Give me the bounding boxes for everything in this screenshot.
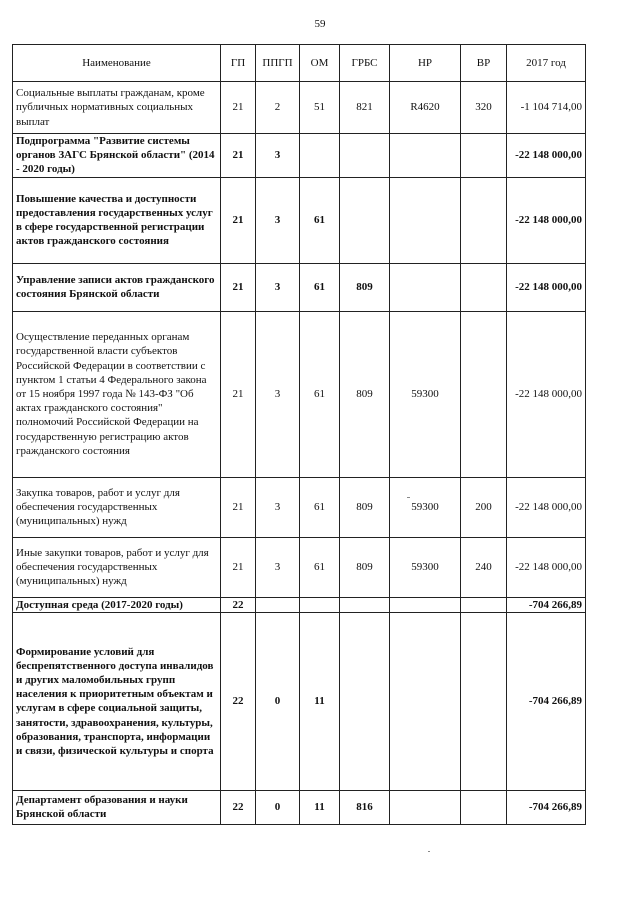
row-om: 11 xyxy=(300,612,340,790)
header-year: 2017 год xyxy=(507,45,586,82)
row-grbs xyxy=(340,177,390,263)
row-gp: 21 xyxy=(221,537,256,597)
row-amount: -22 148 000,00 xyxy=(507,311,586,477)
row-vr xyxy=(461,177,507,263)
header-row xyxy=(13,45,586,82)
row-vr xyxy=(461,612,507,790)
row-grbs: 821 xyxy=(340,82,390,134)
row-np xyxy=(390,597,461,612)
row-vr xyxy=(461,311,507,477)
row-amount: -22 148 000,00 xyxy=(507,537,586,597)
scan-speck xyxy=(428,851,430,852)
row-np: 59300 xyxy=(390,537,461,597)
table-row xyxy=(13,82,586,134)
row-grbs: 809 xyxy=(340,263,390,311)
row-gp: 21 xyxy=(221,263,256,311)
row-ppgp: 3 xyxy=(256,263,300,311)
row-vr xyxy=(461,597,507,612)
row-grbs xyxy=(340,134,390,178)
row-ppgp xyxy=(256,597,300,612)
row-name: Доступная среда (2017-2020 годы) xyxy=(13,597,221,612)
row-vr: 200 xyxy=(461,477,507,537)
row-name: Формирование условий для беспрепятственного доступа инвалидов и других маломобильных групп населения к приоритетным объектам и услугам в сфере социальной защиты, занятости, здравоохранения, культуры, образования, транспорта, информации и связи, физической культуры и спорта xyxy=(13,612,221,790)
row-amount: -22 148 000,00 xyxy=(507,177,586,263)
row-om: 61 xyxy=(300,477,340,537)
row-np: R4620 xyxy=(390,82,461,134)
row-amount: -1 104 714,00 xyxy=(507,82,586,134)
table-row xyxy=(13,537,586,597)
row-gp: 21 xyxy=(221,134,256,178)
row-gp: 21 xyxy=(221,477,256,537)
row-vr xyxy=(461,263,507,311)
row-name: Иные закупки товаров, работ и услуг для обеспечения государственных (муниципальных) нужд xyxy=(13,537,221,597)
row-np xyxy=(390,790,461,824)
row-ppgp: 0 xyxy=(256,612,300,790)
header-np: НР xyxy=(390,45,461,82)
header-gp: ГП xyxy=(221,45,256,82)
table-row xyxy=(13,134,586,178)
row-np xyxy=(390,612,461,790)
row-amount: -704 266,89 xyxy=(507,790,586,824)
row-gp: 22 xyxy=(221,612,256,790)
row-grbs xyxy=(340,612,390,790)
row-om xyxy=(300,134,340,178)
row-name: Подпрограмма "Развитие системы органов ЗАГС Брянской области" (2014 - 2020 годы) xyxy=(13,134,221,178)
row-om: 61 xyxy=(300,263,340,311)
row-gp: 22 xyxy=(221,790,256,824)
row-vr: 320 xyxy=(461,82,507,134)
row-vr: 240 xyxy=(461,537,507,597)
row-grbs: 809 xyxy=(340,477,390,537)
row-np xyxy=(390,134,461,178)
row-grbs: 809 xyxy=(340,311,390,477)
header-om: ОМ xyxy=(300,45,340,82)
scan-speck xyxy=(407,497,410,498)
header-vr: ВР xyxy=(461,45,507,82)
header-ppgp: ППГП xyxy=(256,45,300,82)
budget-table xyxy=(12,44,586,825)
row-gp: 21 xyxy=(221,82,256,134)
row-gp: 21 xyxy=(221,177,256,263)
table-row xyxy=(13,311,586,477)
row-grbs: 809 xyxy=(340,537,390,597)
row-om: 51 xyxy=(300,82,340,134)
row-ppgp: 3 xyxy=(256,134,300,178)
row-np xyxy=(390,177,461,263)
row-om: 11 xyxy=(300,790,340,824)
row-name: Закупка товаров, работ и услуг для обеспечения государственных (муниципальных) нужд xyxy=(13,477,221,537)
table-row xyxy=(13,612,586,790)
row-np: 59300 xyxy=(390,477,461,537)
row-om xyxy=(300,597,340,612)
row-gp: 22 xyxy=(221,597,256,612)
row-om: 61 xyxy=(300,537,340,597)
row-grbs xyxy=(340,597,390,612)
row-amount: -704 266,89 xyxy=(507,597,586,612)
table-row xyxy=(13,790,586,824)
row-ppgp: 3 xyxy=(256,537,300,597)
row-ppgp: 3 xyxy=(256,311,300,477)
row-name: Управление записи актов гражданского состояния Брянской области xyxy=(13,263,221,311)
row-amount: -22 148 000,00 xyxy=(507,134,586,178)
row-name: Департамент образования и науки Брянской области xyxy=(13,790,221,824)
row-np xyxy=(390,263,461,311)
row-name: Осуществление переданных органам государственной власти субъектов Российской Федерации в соответствии с пунктом 1 статьи 4 Федерального закона от 15 ноября 1997 года № 143-ФЗ "Об актах гражданского состояния" полномочий Российской Федерации на государственную регистрацию актов гражданского состояния xyxy=(13,311,221,477)
row-vr xyxy=(461,134,507,178)
page-number: 59 xyxy=(314,18,326,30)
row-grbs: 816 xyxy=(340,790,390,824)
table-row xyxy=(13,597,586,612)
row-om: 61 xyxy=(300,177,340,263)
header-name: Наименование xyxy=(13,45,221,82)
row-np: 59300 xyxy=(390,311,461,477)
row-amount: -22 148 000,00 xyxy=(507,263,586,311)
row-name: Социальные выплаты гражданам, кроме публичных нормативных социальных выплат xyxy=(13,82,221,134)
row-name: Повышение качества и доступности предоставления государственных услуг в сфере государственной регистрации актов гражданского состояния xyxy=(13,177,221,263)
table-row xyxy=(13,263,586,311)
header-grbs: ГРБС xyxy=(340,45,390,82)
row-ppgp: 3 xyxy=(256,477,300,537)
row-amount: -704 266,89 xyxy=(507,612,586,790)
table-row xyxy=(13,177,586,263)
row-om: 61 xyxy=(300,311,340,477)
row-ppgp: 2 xyxy=(256,82,300,134)
row-ppgp: 3 xyxy=(256,177,300,263)
table-row xyxy=(13,477,586,537)
row-amount: -22 148 000,00 xyxy=(507,477,586,537)
row-ppgp: 0 xyxy=(256,790,300,824)
row-vr xyxy=(461,790,507,824)
row-gp: 21 xyxy=(221,311,256,477)
